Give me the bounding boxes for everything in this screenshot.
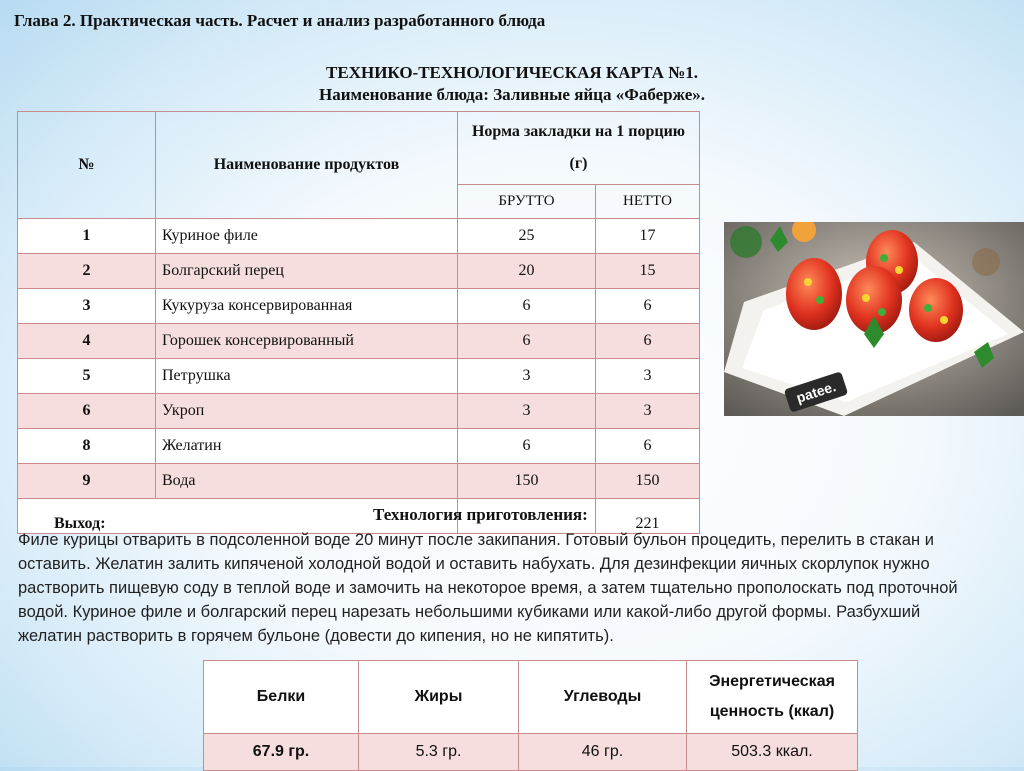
dish-name: Наименование блюда: Заливные яйца «Фаберже». bbox=[318, 85, 706, 104]
table-row bbox=[18, 289, 700, 324]
nutrition-header-carbs: Углеводы bbox=[519, 661, 687, 734]
table-row bbox=[18, 324, 700, 359]
row-brutto: 25 bbox=[458, 219, 596, 254]
table-row bbox=[18, 219, 700, 254]
row-product: Куриное филе bbox=[156, 219, 458, 254]
row-netto: 6 bbox=[596, 289, 700, 324]
nutrition-table bbox=[203, 660, 858, 771]
row-netto: 6 bbox=[596, 429, 700, 464]
row-brutto: 6 bbox=[458, 289, 596, 324]
row-product: Кукуруза консервированная bbox=[156, 289, 458, 324]
egg-jelly-4 bbox=[909, 278, 963, 342]
row-number: 4 bbox=[18, 324, 156, 359]
row-brutto: 3 bbox=[458, 359, 596, 394]
technology-title: Технология приготовления: bbox=[373, 505, 588, 524]
row-brutto: 6 bbox=[458, 429, 596, 464]
row-number: 2 bbox=[18, 254, 156, 289]
table-row bbox=[18, 359, 700, 394]
row-product: Горошек консервированный bbox=[156, 324, 458, 359]
yield-value: 221 bbox=[596, 499, 700, 534]
row-netto: 3 bbox=[596, 359, 700, 394]
row-brutto: 3 bbox=[458, 394, 596, 429]
table-row bbox=[18, 464, 700, 499]
row-netto: 15 bbox=[596, 254, 700, 289]
table-row bbox=[18, 394, 700, 429]
table-row bbox=[18, 254, 700, 289]
row-number: 8 bbox=[18, 429, 156, 464]
row-netto: 6 bbox=[596, 324, 700, 359]
header-product-name: Наименование продуктов bbox=[156, 112, 458, 219]
row-netto: 3 bbox=[596, 394, 700, 429]
row-brutto: 20 bbox=[458, 254, 596, 289]
row-brutto: 150 bbox=[458, 464, 596, 499]
row-netto: 17 bbox=[596, 219, 700, 254]
technology-text: Филе курицы отварить в подсоленной воде 20 минут после закипания. Готовый бульон процедить, перелить в стакан и оставить. Желатин залить кипяченой холодной водой и оставить набухать. Для дезинфекции яичных скорлупок нужно растворить пищевую соду в теплой воде и замочить на некоторое время, а затем тщательно прополоскать под проточной водой. Куриное филе и болгарский перец нарезать небольшими кубиками или какой-либо другой формы. Разбухший желатин растворить в горячем бульоне (довести до кипения, но не кипятить). bbox=[18, 531, 958, 645]
row-number: 5 bbox=[18, 359, 156, 394]
row-number: 9 bbox=[18, 464, 156, 499]
row-brutto: 6 bbox=[458, 324, 596, 359]
row-number: 1 bbox=[18, 219, 156, 254]
card-title-block bbox=[0, 62, 1024, 106]
row-product: Петрушка bbox=[156, 359, 458, 394]
egg-jelly-1 bbox=[786, 258, 842, 330]
row-number: 3 bbox=[18, 289, 156, 324]
row-netto: 150 bbox=[596, 464, 700, 499]
chapter-heading: Глава 2. Практическая часть. Расчет и анализ разработанного блюда bbox=[14, 11, 546, 30]
nutrition-header-protein: Белки bbox=[204, 661, 359, 734]
nutrition-value-protein: 67.9 гр. bbox=[204, 734, 359, 771]
nutrition-header-fat: Жиры bbox=[359, 661, 519, 734]
yield-label: Выход: bbox=[18, 499, 458, 534]
header-brutto: БРУТТО bbox=[458, 185, 596, 219]
recipe-table bbox=[17, 111, 700, 534]
plate-brand-label: patee. bbox=[794, 378, 838, 406]
dish-photo bbox=[724, 222, 1024, 416]
row-number: 6 bbox=[18, 394, 156, 429]
card-title: ТЕХНИКО-ТЕХНОЛОГИЧЕСКАЯ КАРТА №1. bbox=[326, 63, 698, 82]
row-product: Вода bbox=[156, 464, 458, 499]
table-row bbox=[18, 429, 700, 464]
header-netto: НЕТТО bbox=[596, 185, 700, 219]
nutrition-value-fat: 5.3 гр. bbox=[359, 734, 519, 771]
nutrition-value-carbs: 46 гр. bbox=[519, 734, 687, 771]
nutrition-header-energy: Энергетическая ценность (ккал) bbox=[687, 661, 858, 734]
header-norm: Норма закладки на 1 порцию (г) bbox=[458, 112, 700, 185]
row-product: Болгарский перец bbox=[156, 254, 458, 289]
header-number: № bbox=[18, 112, 156, 219]
row-product: Укроп bbox=[156, 394, 458, 429]
row-product: Желатин bbox=[156, 429, 458, 464]
nutrition-value-energy: 503.3 ккал. bbox=[687, 734, 858, 771]
